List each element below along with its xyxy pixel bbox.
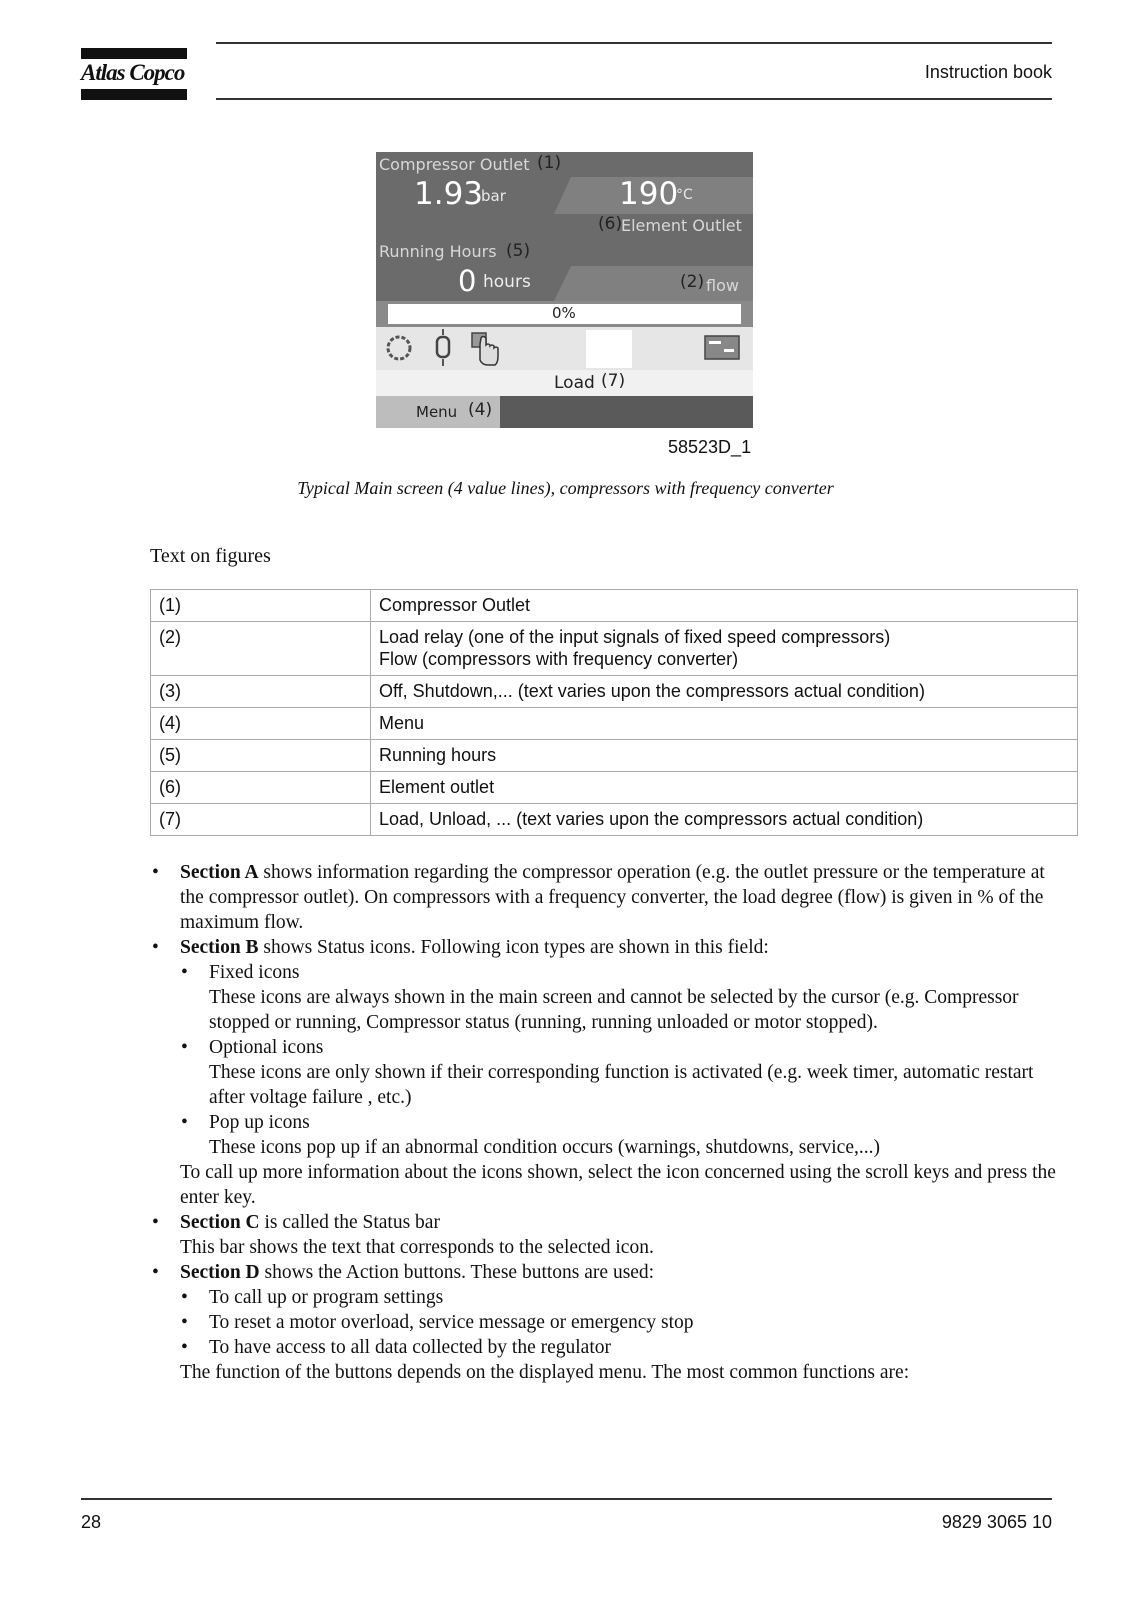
table-row xyxy=(151,622,1078,676)
compressor-outlet-ref: (1) xyxy=(537,153,562,173)
page-number: 28 xyxy=(81,1512,102,1532)
list-item: • To reset a motor overload, service message or emergency stop xyxy=(180,1310,1060,1335)
optional-icons-desc: These icons are only shown if their corresponding function is activated (e.g. week timer, automatic restart after voltage failure , etc.) xyxy=(209,1062,1034,1108)
main-screen-figure xyxy=(376,152,753,435)
logo-bar-bottom xyxy=(81,89,187,100)
list-item xyxy=(180,1110,1060,1160)
list-item-section-c xyxy=(150,1210,1060,1260)
hand-icon xyxy=(470,330,500,366)
legend-value-second: Flow (compressors with frequency converter) xyxy=(379,649,739,669)
legend-key: (7) xyxy=(151,804,371,836)
section-b-after: To call up more information about the icons shown, select the icon concerned using the scroll keys and press the enter key. xyxy=(180,1162,1056,1208)
popup-icons-title: Pop up icons xyxy=(209,1112,310,1133)
legend-key: (4) xyxy=(151,708,371,740)
section-b-heading: Section B xyxy=(180,937,259,958)
legend-value: Menu xyxy=(371,708,1078,740)
table-row xyxy=(151,804,1078,836)
outlet-unit: bar xyxy=(481,187,506,205)
element-value: 190 xyxy=(619,176,679,212)
status-icons-row xyxy=(376,327,753,370)
status-ref: (7) xyxy=(601,371,626,391)
legend-key: (3) xyxy=(151,676,371,708)
section-c-text: is called the Status bar xyxy=(259,1212,440,1233)
table-row xyxy=(151,772,1078,804)
legend-value: Load, Unload, ... (text varies upon the compressors actual condition) xyxy=(371,804,1078,836)
legend-value: Running hours xyxy=(371,740,1078,772)
hours-unit: hours xyxy=(483,272,531,292)
section-d-after: The function of the buttons depends on the displayed menu. The most common functions are: xyxy=(180,1362,910,1383)
section-a-text: shows information regarding the compressor operation (e.g. the outlet pressure or the temperature at the compressor outlet). On compressors with a frequency converter, the load degree (flow) is given in % of the maximum flow. xyxy=(180,862,1045,933)
list-item-section-d xyxy=(150,1260,1060,1385)
popup-icons-desc: These icons pop up if an abnormal condition occurs (warnings, shutdowns, service,...) xyxy=(209,1137,880,1158)
icon-slot xyxy=(586,330,632,368)
list-item-section-a xyxy=(150,860,1060,935)
list-item xyxy=(180,1035,1060,1110)
element-label: Element Outlet xyxy=(621,216,742,235)
legend-value: Off, Shutdown,... (text varies upon the compressors actual condition) xyxy=(371,676,1078,708)
doc-number: 9829 3065 10 xyxy=(941,1512,1052,1532)
legend-key: (2) xyxy=(151,622,371,676)
fixed-icons-desc: These icons are always shown in the main screen and cannot be selected by the cursor (e.g. Compressor stopped or running, Compressor status (running, running unloaded or motor stopped). xyxy=(209,987,1019,1033)
status-text: Load xyxy=(554,373,595,393)
brand-name: Atlas Copco xyxy=(81,60,185,85)
header-title: Instruction book xyxy=(924,62,1052,82)
section-b-text: shows Status icons. Following icon types are shown in this field: xyxy=(258,937,769,958)
list-item: • To have access to all data collected by the regulator xyxy=(180,1335,1060,1360)
header-rule-bottom xyxy=(216,98,1052,100)
element-unit: °C xyxy=(676,187,693,203)
flow-ref: (2) xyxy=(680,272,705,292)
table-row xyxy=(151,708,1078,740)
running-hours-ref: (5) xyxy=(506,241,531,261)
section-list xyxy=(150,860,1060,1385)
outlet-value: 1.93 xyxy=(414,176,484,212)
legend-value: Element outlet xyxy=(371,772,1078,804)
list-item xyxy=(180,960,1060,1035)
table-row xyxy=(151,740,1078,772)
section-c-after: This bar shows the text that corresponds to the selected icon. xyxy=(180,1237,654,1258)
section-d-text: shows the Action buttons. These buttons are used: xyxy=(259,1262,655,1283)
body-text xyxy=(150,860,1060,1385)
menu-label: Menu xyxy=(416,403,458,421)
legend-value: Compressor Outlet xyxy=(371,590,1078,622)
header-rule-top xyxy=(216,42,1052,44)
element-ref: (6) xyxy=(598,214,623,234)
section-d-heading: Section D xyxy=(180,1262,260,1283)
fixed-icons-title: Fixed icons xyxy=(209,962,300,983)
flow-label: flow xyxy=(706,276,739,295)
icon-type-list xyxy=(180,960,1060,1160)
legend-key: (6) xyxy=(151,772,371,804)
figure-code: 58523D_1 xyxy=(668,437,752,457)
running-hours-label: Running Hours xyxy=(379,242,497,261)
circle-icon xyxy=(384,333,414,363)
compressor-outlet-label: Compressor Outlet xyxy=(379,155,530,174)
table-row xyxy=(151,590,1078,622)
legend-table xyxy=(150,589,1078,836)
section-c-heading: Section C xyxy=(180,1212,260,1233)
legend-title: Text on figures xyxy=(150,545,271,567)
legend-key: (1) xyxy=(151,590,371,622)
legend-value: Load relay (one of the input signals of fixed speed compressors) xyxy=(379,627,891,647)
cylinder-icon xyxy=(434,328,452,368)
figure-caption: Typical Main screen (4 value lines), compressors with frequency converter xyxy=(297,478,834,498)
logo-bar-top xyxy=(81,48,187,59)
progress-text: 0% xyxy=(552,304,576,322)
button-use-list xyxy=(180,1285,1060,1360)
optional-icons-title: Optional icons xyxy=(209,1037,324,1058)
card-icon xyxy=(704,335,740,361)
list-item-section-b xyxy=(150,935,1060,1210)
legend-key: (5) xyxy=(151,740,371,772)
footer-rule xyxy=(81,1498,1052,1500)
table-row xyxy=(151,676,1078,708)
menu-ref: (4) xyxy=(468,400,493,420)
hours-value: 0 xyxy=(458,264,477,298)
section-a-heading: Section A xyxy=(180,862,259,883)
list-item: • To call up or program settings xyxy=(180,1285,1060,1310)
legend-value-cell xyxy=(371,622,1078,676)
